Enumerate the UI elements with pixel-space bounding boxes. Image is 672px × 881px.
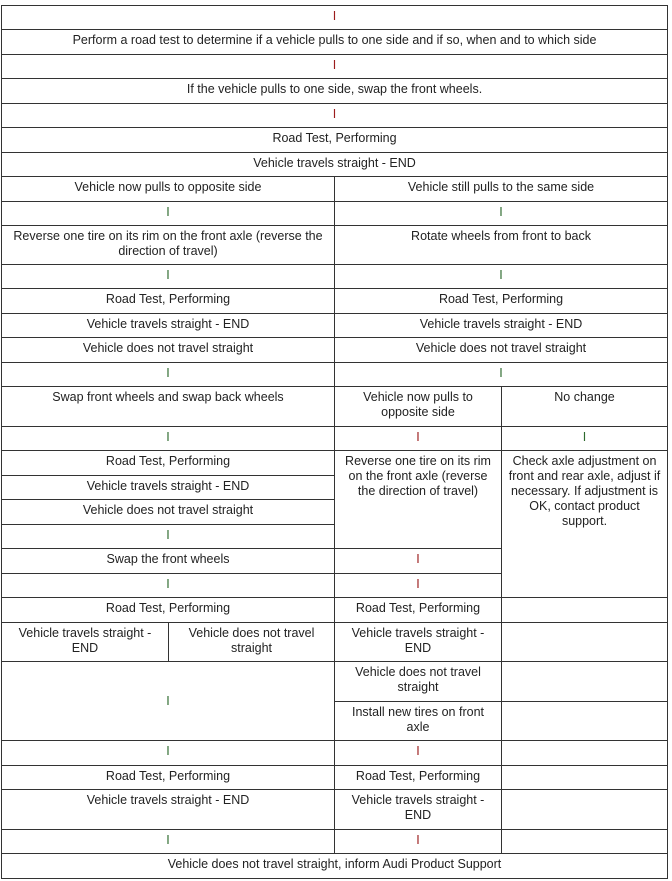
branch-no-change: No change bbox=[502, 387, 668, 427]
step-install-new-tires: Install new tires on front axle bbox=[335, 702, 502, 741]
branch-pulls-opposite-side: Vehicle now pulls to opposite side bbox=[2, 177, 335, 202]
flow-arrow: I bbox=[335, 427, 502, 451]
step-swap-front-and-back-wheels: Swap front wheels and swap back wheels bbox=[2, 387, 335, 427]
final-inform-product-support: Vehicle does not travel straight, inform Audi Product Support bbox=[2, 854, 668, 879]
flow-arrow: I bbox=[2, 6, 668, 30]
step-road-test: Road Test, Performing bbox=[335, 289, 668, 314]
flow-arrow: I bbox=[335, 202, 668, 226]
flow-arrow: I bbox=[335, 741, 502, 766]
flow-arrow: I bbox=[2, 574, 335, 598]
step-swap-front-wheels: Swap the front wheels bbox=[2, 549, 335, 574]
flow-arrow: I bbox=[2, 741, 335, 766]
flow-arrow: I bbox=[2, 427, 335, 451]
flow-arrow: I bbox=[2, 662, 335, 741]
result-does-not-travel-straight: Vehicle does not travel straight bbox=[335, 338, 668, 363]
empty-cell bbox=[502, 598, 668, 623]
result-travels-straight-end: Vehicle travels straight - END bbox=[335, 623, 502, 662]
empty-cell bbox=[502, 790, 668, 830]
flow-arrow: I bbox=[335, 574, 502, 598]
flow-arrow: I bbox=[2, 202, 335, 226]
result-travels-straight-end: Vehicle travels straight - END bbox=[2, 153, 668, 177]
flow-arrow: I bbox=[502, 427, 668, 451]
result-travels-straight-end: Vehicle travels straight - END bbox=[2, 623, 169, 662]
empty-cell bbox=[502, 830, 668, 854]
empty-cell bbox=[502, 662, 668, 702]
empty-cell bbox=[502, 702, 668, 741]
branch-pulls-same-side: Vehicle still pulls to the same side bbox=[335, 177, 668, 202]
flow-arrow: I bbox=[2, 525, 335, 549]
flow-arrow: I bbox=[2, 55, 668, 79]
result-travels-straight-end: Vehicle travels straight - END bbox=[2, 790, 335, 830]
flow-arrow: I bbox=[335, 265, 668, 289]
flow-arrow: I bbox=[335, 549, 502, 574]
result-does-not-travel-straight: Vehicle does not travel straight bbox=[2, 338, 335, 363]
step-road-test: Road Test, Performing bbox=[2, 289, 335, 314]
step-reverse-tire-on-rim: Reverse one tire on its rim on the front axle (reverse the direction of travel) bbox=[2, 226, 335, 265]
result-travels-straight-end: Vehicle travels straight - END bbox=[2, 314, 335, 338]
flow-arrow: I bbox=[2, 830, 335, 854]
step-road-test: Road Test, Performing bbox=[335, 766, 502, 790]
step-reverse-tire-on-rim: Reverse one tire on its rim on the front axle (reverse the direction of travel) bbox=[335, 451, 502, 549]
step-road-test: Road Test, Performing bbox=[2, 128, 668, 153]
step-swap-front-wheels-if-pulls: If the vehicle pulls to one side, swap the front wheels. bbox=[2, 79, 668, 104]
flow-arrow: I bbox=[335, 830, 502, 854]
empty-cell bbox=[502, 741, 668, 766]
result-travels-straight-end: Vehicle travels straight - END bbox=[335, 314, 668, 338]
step-check-axle-adjustment: Check axle adjustment on front and rear axle, adjust if necessary. If adjustment is OK, contact product support. bbox=[502, 451, 668, 598]
step-road-test-determine-pull: Perform a road test to determine if a vehicle pulls to one side and if so, when and to which side bbox=[2, 30, 668, 55]
step-road-test: Road Test, Performing bbox=[2, 598, 335, 623]
result-does-not-travel-straight: Vehicle does not travel straight bbox=[335, 662, 502, 702]
empty-cell bbox=[502, 623, 668, 662]
step-road-test: Road Test, Performing bbox=[2, 766, 335, 790]
result-does-not-travel-straight: Vehicle does not travel straight bbox=[169, 623, 335, 662]
diagnostic-flow-table bbox=[1, 5, 668, 879]
result-does-not-travel-straight: Vehicle does not travel straight bbox=[2, 500, 335, 525]
flow-arrow: I bbox=[2, 104, 668, 128]
flow-arrow: I bbox=[335, 363, 668, 387]
result-travels-straight-end: Vehicle travels straight - END bbox=[2, 476, 335, 500]
empty-cell bbox=[502, 766, 668, 790]
step-rotate-wheels: Rotate wheels from front to back bbox=[335, 226, 668, 265]
flow-arrow: I bbox=[2, 363, 335, 387]
result-travels-straight-end: Vehicle travels straight - END bbox=[335, 790, 502, 830]
step-road-test: Road Test, Performing bbox=[2, 451, 335, 476]
step-road-test: Road Test, Performing bbox=[335, 598, 502, 623]
flow-arrow: I bbox=[2, 265, 335, 289]
branch-pulls-opposite-side: Vehicle now pulls to opposite side bbox=[335, 387, 502, 427]
